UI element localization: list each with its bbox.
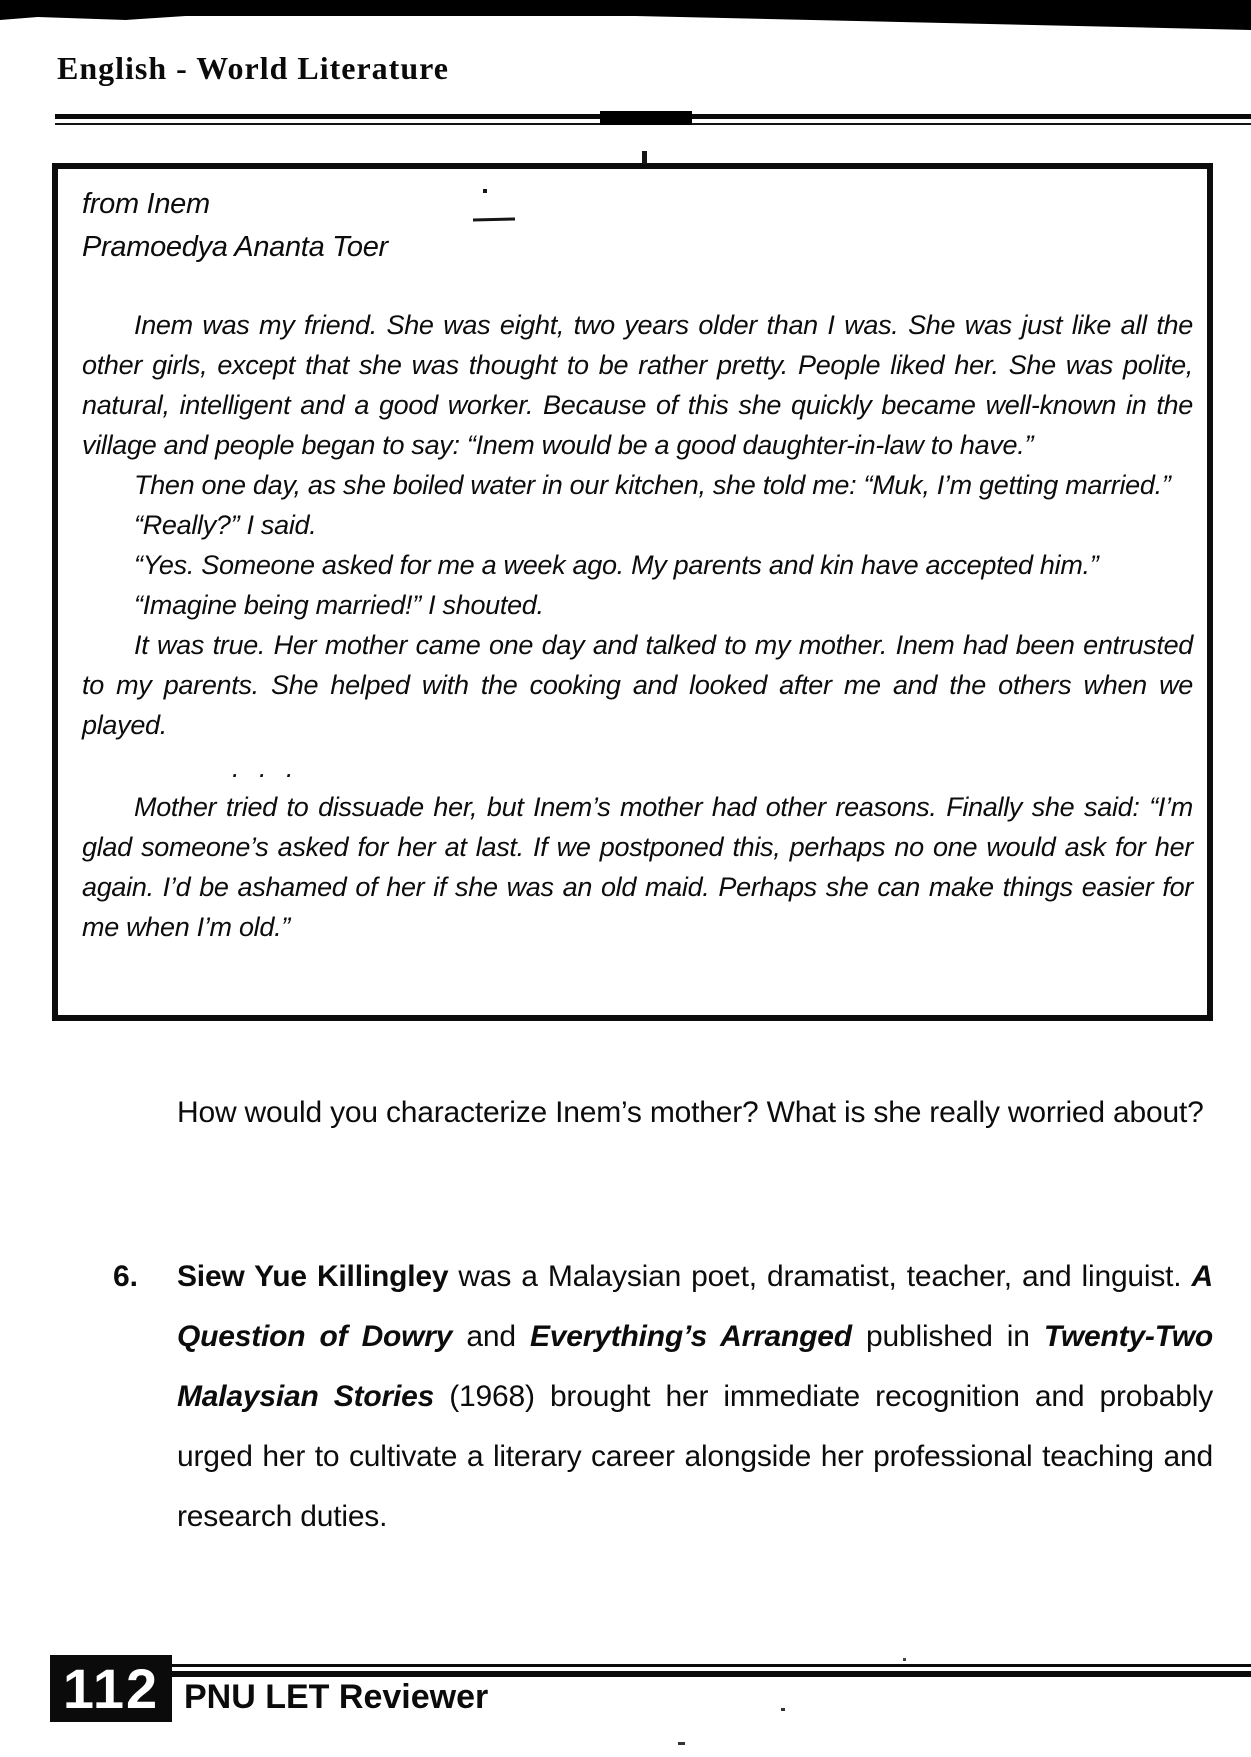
excerpt-paragraph: Mother tried to dissuade her, but Inem’s mother had other reasons. Finally she said: “I’m glad someone’s asked for her at last. If we postponed this, perhaps no one would ask for her again. I’d be ashamed of her if she was an old maid. Perhaps she can make things easier for me when I’m old.” bbox=[82, 792, 1193, 942]
header-rule-blob bbox=[600, 111, 692, 125]
item-text-run: and bbox=[452, 1320, 530, 1353]
scan-artifact-tick bbox=[642, 151, 647, 164]
excerpt-paragraph: “Yes. Someone asked for me a week ago. My parents and kin have accepted him.” bbox=[134, 550, 1099, 580]
item-text bbox=[177, 1247, 1213, 1547]
author-name: Siew Yue Killingley bbox=[177, 1260, 449, 1293]
footer-rule-thick bbox=[172, 1671, 1251, 1677]
scan-edge-bar-left bbox=[0, 10, 210, 20]
excerpt-paragraph: Then one day, as she boiled water in our kitchen, she told me: “Muk, I’m getting married.” bbox=[134, 470, 1171, 500]
scan-artifact-dot bbox=[903, 1658, 906, 1661]
excerpt-ellipsis: . . . bbox=[232, 753, 300, 783]
page-title: English - World Literature bbox=[57, 50, 449, 86]
footer-label: PNU LET Reviewer bbox=[184, 1678, 489, 1716]
excerpt-source-line: from Inem bbox=[82, 188, 210, 220]
excerpt-paragraph: “Imagine being married!” I shouted. bbox=[134, 590, 544, 620]
question-prompt: How would you characterize Inem’s mother? What is she really worried about? bbox=[177, 1096, 1204, 1129]
page-number: 112 bbox=[62, 1657, 160, 1720]
page-number-badge bbox=[50, 1655, 172, 1722]
footer-rule-thin bbox=[172, 1664, 1251, 1667]
list-item-6 bbox=[113, 1247, 1213, 1547]
item-text-run: published in bbox=[851, 1320, 1044, 1353]
excerpt-box bbox=[52, 163, 1213, 1021]
excerpt-author: Pramoedya Ananta Toer bbox=[82, 231, 388, 263]
scan-artifact-dot bbox=[678, 1742, 685, 1745]
work-title: Twenty-Two Malaysian Stories bbox=[177, 1320, 1213, 1413]
item-number: 6. bbox=[113, 1260, 139, 1293]
excerpt-paragraph: It was true. Her mother came one day and talked to my mother. Inem had been entrusted to my parents. She helped with the cooking and looked after me and the others when we played. bbox=[82, 630, 1193, 740]
scan-artifact-dot bbox=[781, 1708, 785, 1711]
item-text-run: was a Malaysian poet, dramatist, teacher, and linguist. bbox=[448, 1260, 1192, 1293]
work-title: A Question of Dowry bbox=[177, 1260, 1214, 1353]
item-text-run: (1968) brought her immediate recognition and probably urged her to cultivate a literary career alongside her professional teaching and research duties. bbox=[177, 1380, 1213, 1533]
excerpt-paragraph: Inem was my friend. She was eight, two years older than I was. She was just like all the other girls, except that she was thought to be rather pretty. People liked her. She was polite, natural, intelligent and a good worker. Because of this she quickly became well-known in the village and people began to say: “Inem would be a good daughter-in-law to have.” bbox=[82, 310, 1193, 460]
scan-artifact-dot bbox=[483, 189, 487, 193]
excerpt-paragraph: “Really?” I said. bbox=[134, 510, 317, 540]
scan-edge-bar-right bbox=[620, 0, 1251, 30]
work-title: Everything’s Arranged bbox=[530, 1320, 852, 1353]
